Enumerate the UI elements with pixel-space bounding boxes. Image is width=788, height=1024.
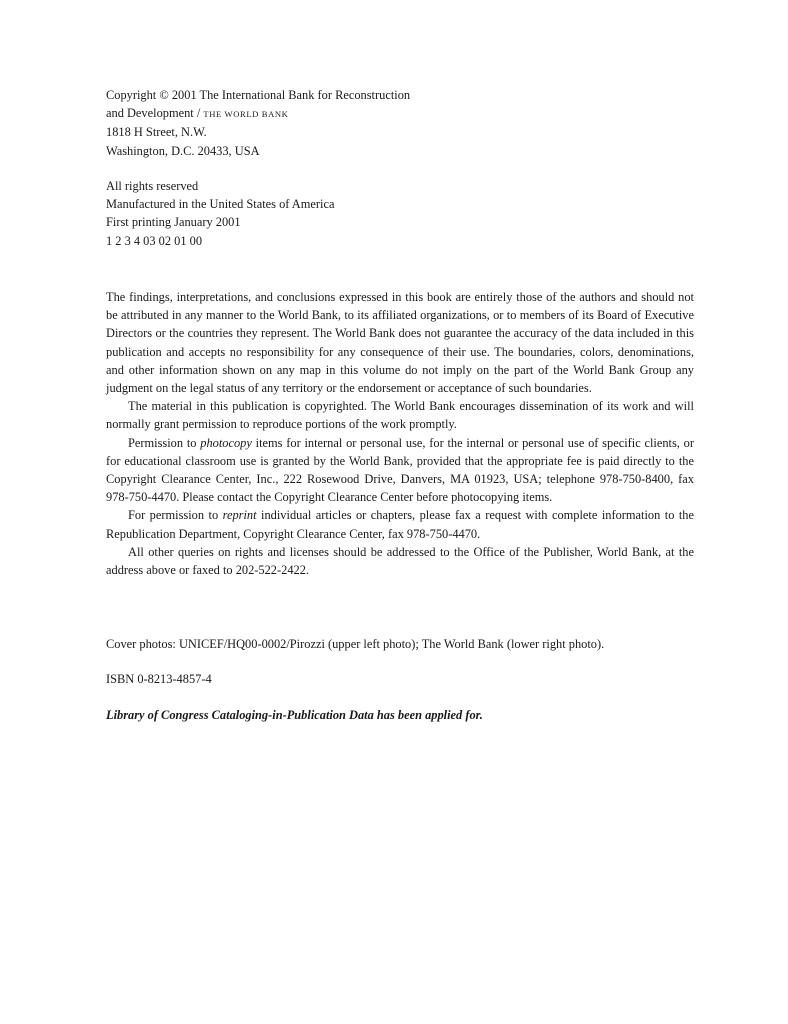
queries-paragraph: All other queries on rights and licenses should be addressed to the Office of the Publisher, World Bank, at the address above or faxed to 202-522-2422.	[106, 544, 694, 578]
printing-numbers: 1 2 3 4 03 02 01 00	[106, 233, 203, 248]
photocopy-before: Permission to	[128, 435, 201, 450]
rights-reserved: All rights reserved	[106, 179, 199, 193]
reprint-after: individual articles or chapters, please fax a request with complete information to the Republication Department, Copyright Clearance Center, fax 978-750-4470.	[106, 508, 695, 541]
copyright-line: Copyright © 2001 The International Bank for Reconstruction	[106, 88, 411, 102]
publisher-smallcaps: THE WORLD BANK	[203, 109, 289, 120]
photocopy-paragraph	[106, 434, 694, 507]
publisher-prefix: and Development /	[106, 106, 204, 121]
rights-info	[106, 177, 694, 250]
reprint-paragraph	[106, 506, 694, 542]
reprint-emphasis: reprint	[222, 508, 257, 523]
disclaimer-paragraph: The findings, interpretations, and conclusions expressed in this book are entirely those of the authors and should not be attributed in any manner to the World Bank, to its affiliated organizations, or to members of its Board of Executive Directors or the countries they represent. The World Bank does not guarantee the accuracy of the data included in this publication and accepts no responsibility for any consequence of their use. The boundaries, colors, denominations, and other information shown on any map in this volume do not imply on the part of the World Bank Group any judgment on the legal status of any territory or the endorsement or acceptance of such boundaries.	[106, 290, 694, 396]
city-address: Washington, D.C. 20433, USA	[106, 143, 260, 158]
publisher-line	[106, 104, 694, 123]
cover-photo-credits: Cover photos: UNICEF/HQ00-0002/Pirozzi (upper left photo); The World Bank (lower right photo).	[106, 637, 605, 651]
reprint-before: For permission to	[128, 508, 223, 523]
copyright-notice	[106, 86, 694, 160]
street-address: 1818 H Street, N.W.	[106, 125, 207, 140]
cip-notice: Library of Congress Cataloging-in-Publication Data has been applied for.	[106, 708, 483, 722]
manufactured-line: Manufactured in the United States of America	[106, 197, 335, 212]
copyright-paragraph: The material in this publication is copyrighted. The World Bank encourages dissemination of its work and will normally grant permission to reproduce portions of the work promptly.	[106, 399, 694, 432]
photocopy-after: items for internal or personal use, for the internal or personal use of specific clients, or for educational classroom use is granted by the World Bank, provided that the appropriate fee is paid directly to the Copyright Clearance Center, Inc., 222 Rosewood Drive, Danvers, MA 01923, USA; telephone 978-750-8400, fax 978-750-4470. Please contact the Copyright Clearance Center before photocopying items.	[106, 435, 694, 505]
isbn-number: ISBN 0-8213-4857-4	[106, 672, 212, 686]
first-printing: First printing January 2001	[106, 215, 241, 230]
disclaimer-section	[106, 288, 694, 579]
photocopy-emphasis: photocopy	[200, 435, 252, 450]
